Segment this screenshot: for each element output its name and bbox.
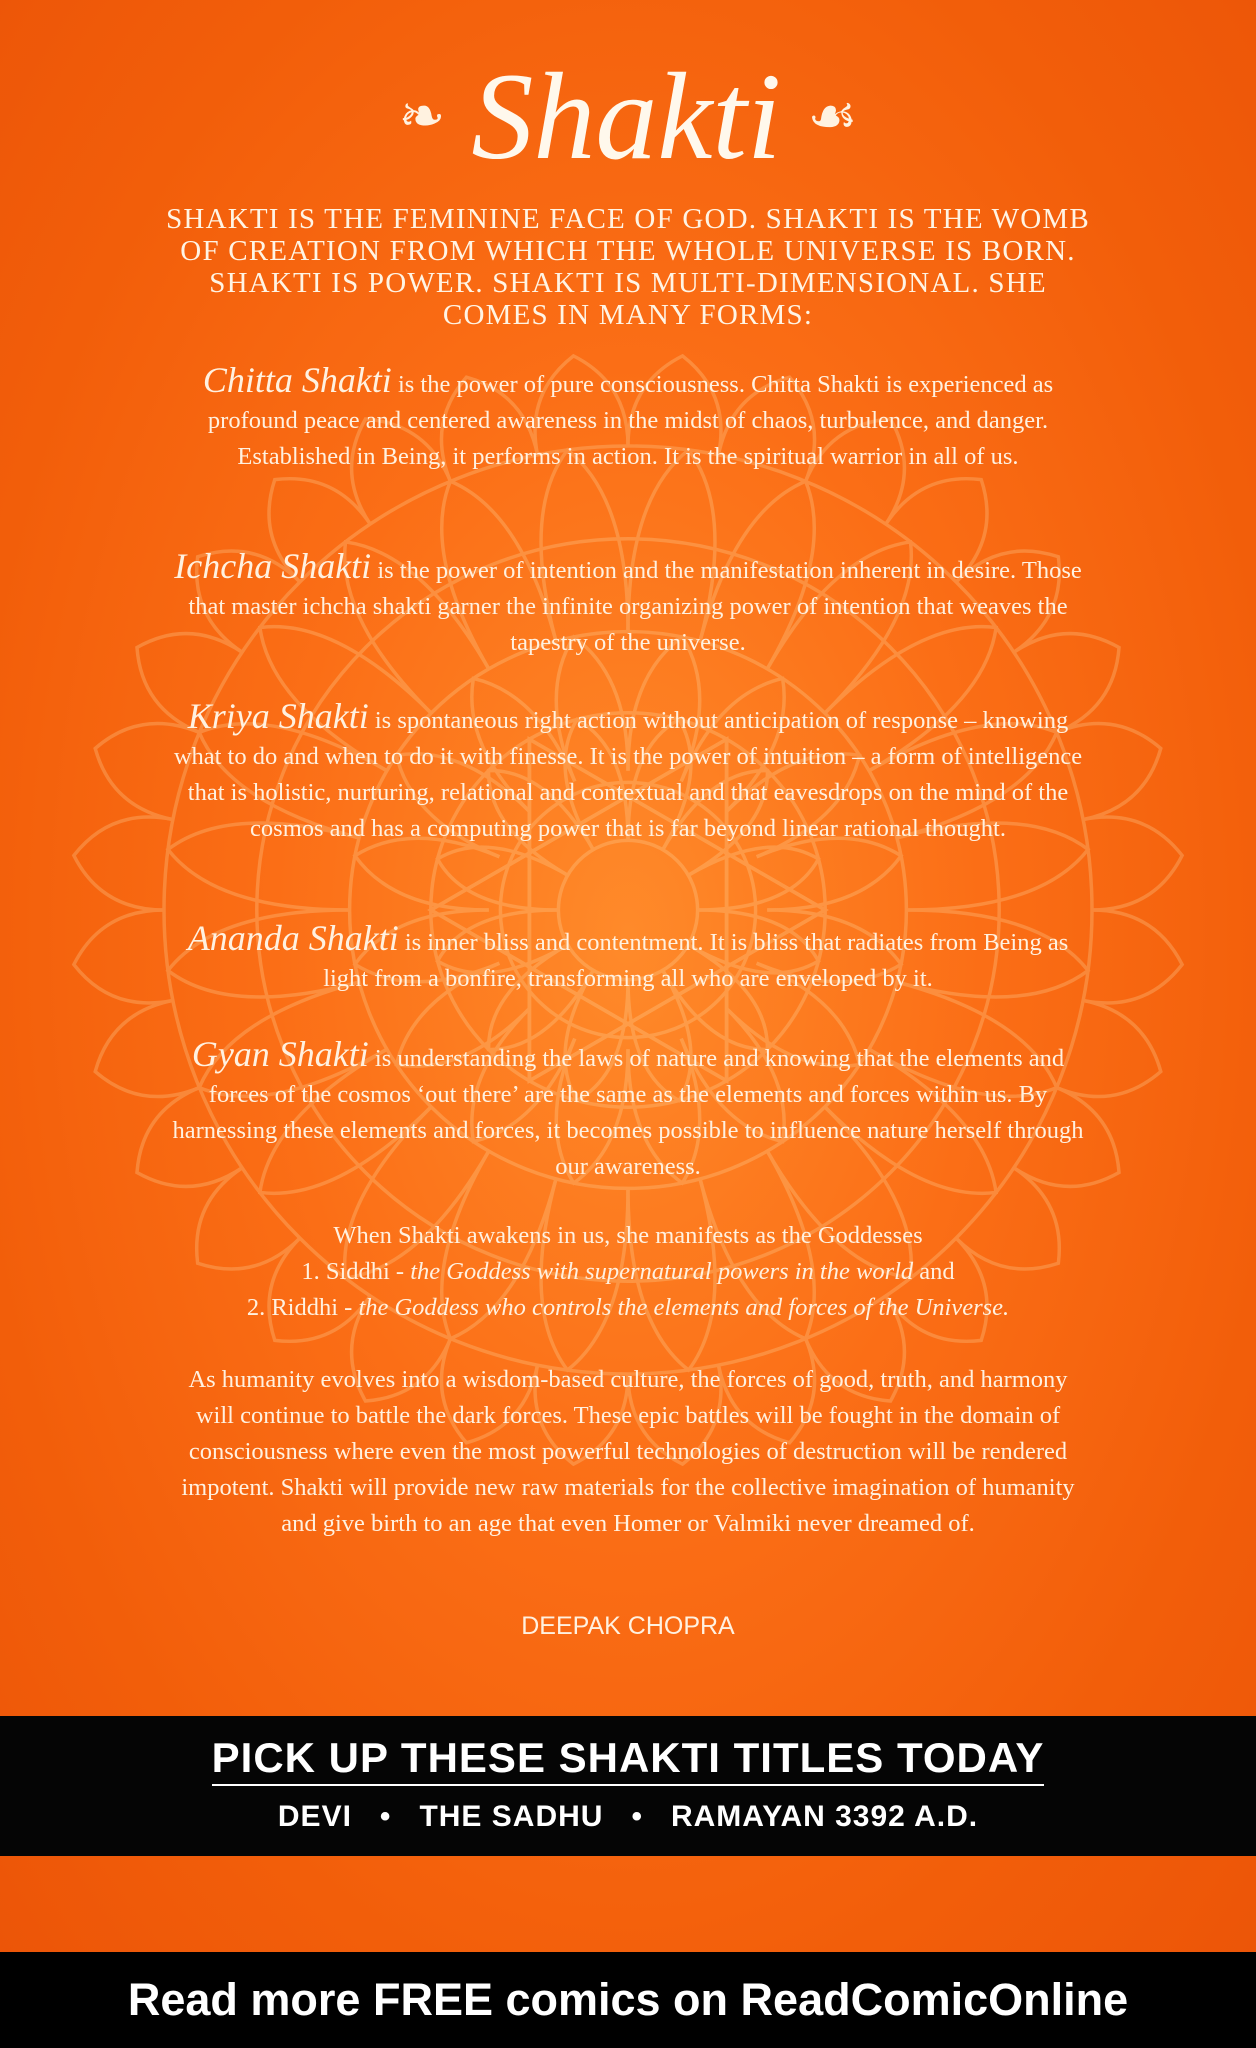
term: Ananda Shakti	[187, 918, 399, 958]
goddess-label: 2. Riddhi -	[246, 1294, 359, 1321]
description: is the power of intention and the manifestation inherent in desire. Those that master ichcha shakti garner the infinite organizing power of intention that weaves the tapestry of the universe.	[188, 557, 1082, 656]
goddess-description: the Goddess who controls the elements and forces of the Universe.	[358, 1294, 1010, 1321]
term: Chitta Shakti	[202, 360, 392, 400]
goddess-riddhi	[170, 1290, 1086, 1326]
goddess-siddhi	[170, 1254, 1086, 1290]
promo-banner	[0, 1716, 1256, 1856]
author-name: DEEPAK CHOPRA	[521, 1612, 735, 1640]
goddess-description: the Goddess with supernatural powers in the world	[410, 1258, 914, 1285]
banner-heading: PICK UP THESE SHAKTI TITLES TODAY	[212, 1734, 1045, 1786]
term: Kriya Shakti	[187, 696, 369, 736]
title-text: Shakti	[471, 48, 782, 185]
right-ornament-icon: ☙	[807, 86, 858, 148]
intro-text: SHAKTI IS THE FEMININE FACE OF GOD. SHAKTI IS THE WOMB OF CREATION FROM WHICH THE WHOLE UNIVERSE IS BORN. SHAKTI IS POWER. SHAKTI IS MULTI-DIMENSIONAL. SHE COMES IN MANY FORMS:	[166, 203, 1090, 331]
term: Ichcha Shakti	[174, 546, 372, 586]
goddess-label: 1. Siddhi -	[301, 1258, 411, 1285]
banner-titles	[0, 1800, 1256, 1834]
ichcha-shakti-paragraph	[170, 548, 1086, 661]
goddesses-paragraph	[170, 1218, 1086, 1326]
title-ramayan: RAMAYAN 3392 A.D.	[670, 1800, 979, 1833]
title-the-sadhu: THE SADHU	[419, 1800, 604, 1833]
term: Gyan Shakti	[191, 1034, 369, 1074]
page-title	[0, 48, 1256, 185]
description: is understanding the laws of nature and knowing that the elements and forces of the cosmos ‘out there’ are the same as the elements and forces within us. By harnessing these elements and forces, it becomes possible to influence nature herself through our awareness.	[172, 1045, 1084, 1180]
gyan-shakti-paragraph	[170, 1036, 1086, 1185]
footer-link[interactable]: Read more FREE comics on ReadComicOnline	[0, 1952, 1256, 2048]
left-ornament-icon: ❧	[398, 86, 446, 148]
closing-paragraph: As humanity evolves into a wisdom-based culture, the forces of good, truth, and harmony will continue to battle the dark forces. These epic battles will be fought in the domain of consciousness where even the most powerful technologies of destruction will be rendered impotent. Shakti will provide new raw materials for the collective imagination of humanity and give birth to an age that even Homer or Valmiki never dreamed of.	[181, 1366, 1075, 1537]
separator-dot: •	[379, 1800, 392, 1833]
goddesses-intro: When Shakti awakens in us, she manifests as the Goddesses	[333, 1222, 923, 1249]
description: is inner bliss and contentment. It is bliss that radiates from Being as light from a bonfire, transforming all who are enveloped by it.	[323, 929, 1069, 992]
ananda-shakti-paragraph	[170, 920, 1086, 997]
description: is the power of pure consciousness. Chitta Shakti is experienced as profound peace and centered awareness in the midst of chaos, turbulence, and danger. Established in Being, it performs in action. It is the spiritual warrior in all of us.	[207, 371, 1054, 470]
goddess-suffix: and	[913, 1258, 955, 1285]
title-devi: DEVI	[277, 1800, 352, 1833]
description: is spontaneous right action without anticipation of response – knowing what to do and when to do it with finesse. It is the power of intuition – a form of intelligence that is holistic, nurturing, relational and contextual and that eavesdrops on the mind of the cosmos and has a computing power that is far beyond linear rational thought.	[173, 707, 1083, 842]
separator-dot: •	[631, 1800, 643, 1833]
kriya-shakti-paragraph	[170, 698, 1086, 847]
chitta-shakti-paragraph	[170, 362, 1086, 475]
